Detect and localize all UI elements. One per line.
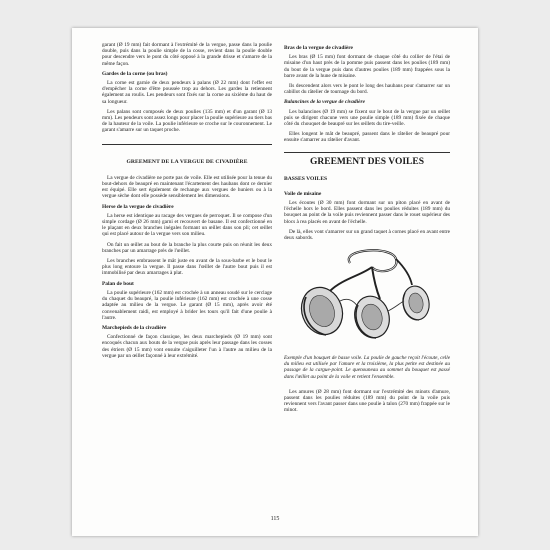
section-heading: Marchepieds de la civadière	[102, 324, 167, 331]
page-number: 115	[270, 516, 280, 522]
paragraph: La poulie supérieure (162 mm) est crochée à un anneau soudé sur le cerclage du chaquet du beaupré, la poulie inférieure (162 mm) est crochée à une cosse adaptée au milieu de la vergue. Le garant (Ø 15 mm), après avoir été convenablement raidi, est employé à brider les tours qu'il fait d'une poulie à l'autre.	[102, 289, 272, 321]
paragraph: Les écoutes (Ø 30 mm) font dormant sur un piton placé en avant de l'échelle hors le bord. Elles passent dans les poulies réduites (189 mm) du bouquet au point de la voile puis reviennent passer dans le rouet supérieur des blocs à rea placés en avant de l'échelle.	[284, 200, 450, 225]
section-heading: Balancines de la vergue de civadière	[284, 99, 365, 106]
paragraph: Les branches embrassent le mât juste en avant de la sous-barbe et le bout le plus long entoure la vergue. Il passe dans l'œillet de l'autre bout puis il est immobilisé par deux amarrages à plat.	[102, 258, 272, 277]
paragraph: Ils descendent alors vers le pont le long des haubans pour s'amarrer sur un cabillot du râtelier de tournage du bord.	[284, 83, 450, 96]
paragraph: garant (Ø 19 mm) fait dormant à l'extrémité de la vergue, passe dans la poulie double, puis dans la poulie simple de la cosse, revient dans la poulie double pour descendre vers le pont du côté opposé à la grande drisse et s'amarre de la même façon.	[102, 42, 272, 67]
paragraph: Confectionné de façon classique, les deux marchepieds (Ø 19 mm) sont encoqués chacun aux bouts de la vergue puis après leur passage dans les cosses des étriers (Ø 15 mm) vont ensuite s'aiguilleter l'un à l'autre au milieu de la vergue par un œillet façonné à leur extrémité.	[102, 334, 272, 359]
section-heading: Palan de bout	[102, 280, 134, 287]
chapter-heading: GREEMENT DE LA VERGUE DE CIVADIÈRE	[102, 144, 272, 165]
right-column	[284, 42, 450, 417]
chapter-heading: GREEMENT DES VOILES	[284, 152, 450, 168]
paragraph: La corne est garnie de deux pendeurs à palans (Ø 22 mm) dont l'effet est d'empêcher la corne d'être poussée trop au dehors. Les gardes la retiennent également au roulis. Les pendeurs sont fixés sur la corne au sixième du haut de sa longueur.	[102, 80, 272, 105]
paragraph: Elles longent le mât de beaupré, passent dans le râtelier de beaupré pour ensuite s'amarrer au râtelier d'avant.	[284, 131, 450, 144]
figure-caption: Exemple d'un bouquet de basse voile. La poulie de gauche reçoit l'écoute, celle du milieu est utilisée par l'amure et la troisième, la plus petite est destinée au passage de la cargue-point. Le quenouneau au sommet du bouquet est passé dans l'œillet au point de la voile et retient l'ensemble.	[284, 355, 450, 380]
paragraph: Les amures (Ø 28 mm) font dormant sur l'extrémité des minots d'amure, passent dans les poulies réduites (189 mm) du point de la voile puis reviennent vers l'avant passer dans une poulie à talon (270 mm) frappée sur le minot.	[284, 388, 450, 414]
paragraph: La herse est identique au racage des vergues de perroquet. Il se compose d'un simple cordage (Ø 26 mm) garni et recouvert de basane. Il est confectionné en le plaçant en deux branches inégales formant un œillet dans son pli; cet œillet qui est placé autour de la vergue vers son milieu.	[102, 212, 272, 238]
sub-heading: BASSES VOILES	[284, 175, 328, 182]
pulley-bouquet-illustration	[292, 245, 442, 345]
book-page	[72, 28, 478, 536]
section-heading: Herse de la vergue de civadière	[102, 203, 174, 210]
paragraph: De là, elles vont s'amarrer sur un grand taquet à cornes placé en avant entre deux sabords.	[284, 228, 450, 242]
paragraph: Les balancines (Ø 19 mm) se fixent sur le bout de la vergue par un œillet puis se dirigent chacune vers une poulie simple (189 mm) fixée de chaque côté du chouquet de beaupré sur les œillets du tire-veille.	[284, 108, 450, 128]
paragraph: Les palans sont composés de deux poulies (135 mm) et d'un garant (Ø 13 mm). Les pendeurs sont assez longs pour placer la poulie supérieure au tiers bas de la hauteur de la voile. La poulie inférieure se croche sur le couronnement. Le garant s'amarre sur un taquet proche.	[102, 108, 272, 134]
section-heading: Voile de misaine	[284, 190, 322, 197]
paragraph: La vergue de civadière ne porte pas de voile. Elle est utilisée pour la tenue du bout-dehors de beaupré en maintenant l'écartement des haubans dont ce dernier est équipé. Elle sert également de rechange aux vergues de huniers ou à la vergue sèche dont elle possède sensiblement les dimensions.	[102, 174, 272, 200]
paragraph: Les bras (Ø 15 mm) font dormant de chaque côté du collier de l'étai de misaine d'un haut près de la pomme puis passent dans les poulies (189 mm) du bout de la vergue puis dans d'autres poulies (189 mm) frappées sous la barre avant de la hune de misaine.	[284, 54, 450, 79]
section-heading: Bras de la vergue de civadière	[284, 45, 353, 51]
paragraph: On fait un œillet au bout de la branche la plus courte puis on réunit les deux branches par un amarrage près de l'œillet.	[102, 241, 272, 254]
left-column	[102, 42, 272, 363]
section-heading: Gardes de la corne (ou bras)	[102, 70, 168, 77]
